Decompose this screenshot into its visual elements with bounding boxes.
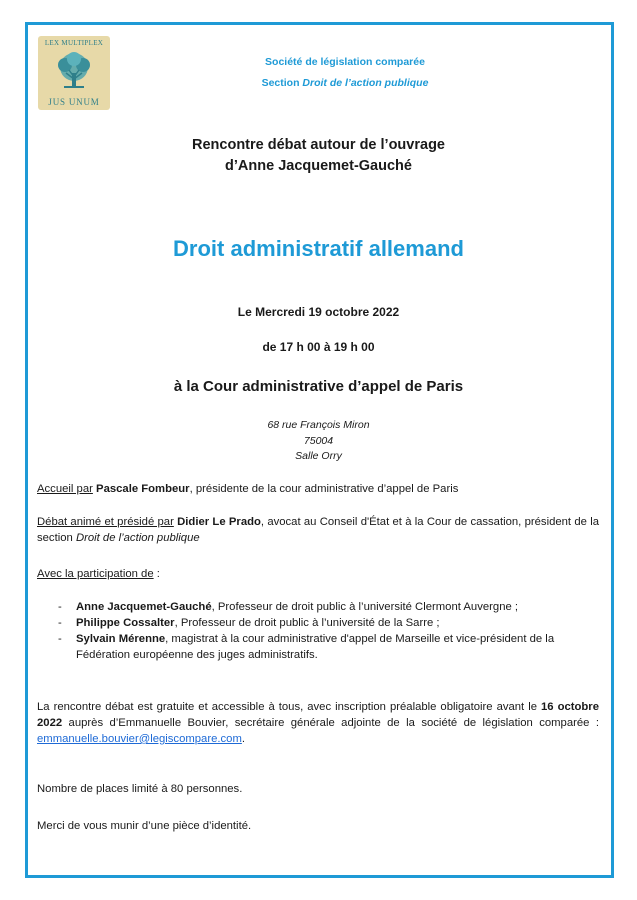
- welcome-name: Pascale Fombeur: [96, 483, 190, 495]
- capacity-note: Nombre de places limité à 80 personnes.: [37, 783, 243, 795]
- welcome-paragraph: [37, 481, 599, 497]
- event-date: Le Mercredi 19 octobre 2022: [237, 305, 400, 319]
- participants-label: Avec la participation de: [37, 568, 154, 580]
- participants-colon: :: [153, 568, 160, 580]
- logo-bottom-text: JUS UNUM: [48, 97, 100, 107]
- logo: [38, 36, 110, 110]
- participant-name: Philippe Cossalter: [76, 617, 175, 629]
- address-room: Salle Orry: [295, 450, 342, 462]
- participant-name: Anne Jacquemet-Gauché: [76, 601, 212, 613]
- section-name: Droit de l’action publique: [302, 77, 429, 89]
- tree-icon: [52, 49, 96, 93]
- participants-list: [58, 599, 598, 663]
- moderator-text: , avocat au Conseil d'État et à la Cour de cassation, président de la section: [37, 516, 599, 544]
- registration-text-1: La rencontre débat est gratuite et accessible à tous, avec inscription préalable obligatoire avant le: [37, 701, 541, 713]
- moderator-section: Droit de l’action publique: [75, 532, 200, 544]
- participant-role: , Professeur de droit public à l’université Clermont Auvergne ;: [211, 601, 519, 613]
- org-name: Société de législation comparée: [265, 56, 425, 68]
- event-title: Droit administratif allemand: [173, 236, 464, 261]
- logo-top-text: LEX MULTIPLEX: [44, 39, 104, 47]
- participant-name: Sylvain Mérenne: [76, 633, 166, 645]
- registration-text-2: auprès d’Emmanuelle Bouvier, secrétaire générale adjointe de la société de législation comparée :: [62, 717, 599, 729]
- registration-deadline: 16 octobre 2022: [37, 701, 599, 729]
- moderator-name: Didier Le Prado: [177, 516, 261, 528]
- contact-email-link[interactable]: emmanuelle.bouvier@legiscompare.com: [37, 733, 242, 745]
- section-line: [180, 77, 510, 89]
- list-item: - Anne Jacquemet-Gauché, Professeur de droit public à l’université Clermont Auvergne ;: [58, 601, 519, 613]
- event-time: de 17 h 00 à 19 h 00: [262, 340, 375, 354]
- list-item: - Sylvain Mérenne, magistrat à la cour administrative d'appel de Marseille et vice-président de la Fédération européenne des juges administratifs.: [58, 633, 555, 661]
- moderator-paragraph: [37, 514, 599, 546]
- moderator-label: Débat animé et présidé par: [37, 516, 174, 528]
- registration-paragraph: [37, 699, 599, 747]
- participant-role: , Professeur de droit public à l’université de la Sarre ;: [174, 617, 440, 629]
- welcome-label: Accueil par: [37, 483, 93, 495]
- registration-text-3: .: [241, 733, 246, 745]
- event-address: [40, 418, 597, 465]
- welcome-text: , présidente de la cour administrative d’appel de Paris: [189, 483, 459, 495]
- event-venue: à la Cour administrative d’appel de Paris: [173, 378, 464, 395]
- event-subtitle: [40, 135, 597, 177]
- address-street: 68 rue François Miron: [267, 419, 370, 431]
- address-postcode: 75004: [303, 434, 334, 447]
- subtitle-line-1: Rencontre débat autour de l’ouvrage: [192, 137, 445, 153]
- list-item: - Philippe Cossalter, Professeur de droit public à l’université de la Sarre ;: [58, 617, 440, 629]
- section-prefix: Section: [261, 77, 303, 89]
- id-note: Merci de vous munir d’une pièce d’identité.: [37, 820, 252, 832]
- subtitle-line-2: d’Anne Jacquemet-Gauché: [225, 158, 412, 174]
- participants-heading: [37, 566, 599, 582]
- participant-role: , magistrat à la cour administrative d'appel de Marseille et vice-président de la Fédération européenne des juges administratifs.: [76, 633, 555, 661]
